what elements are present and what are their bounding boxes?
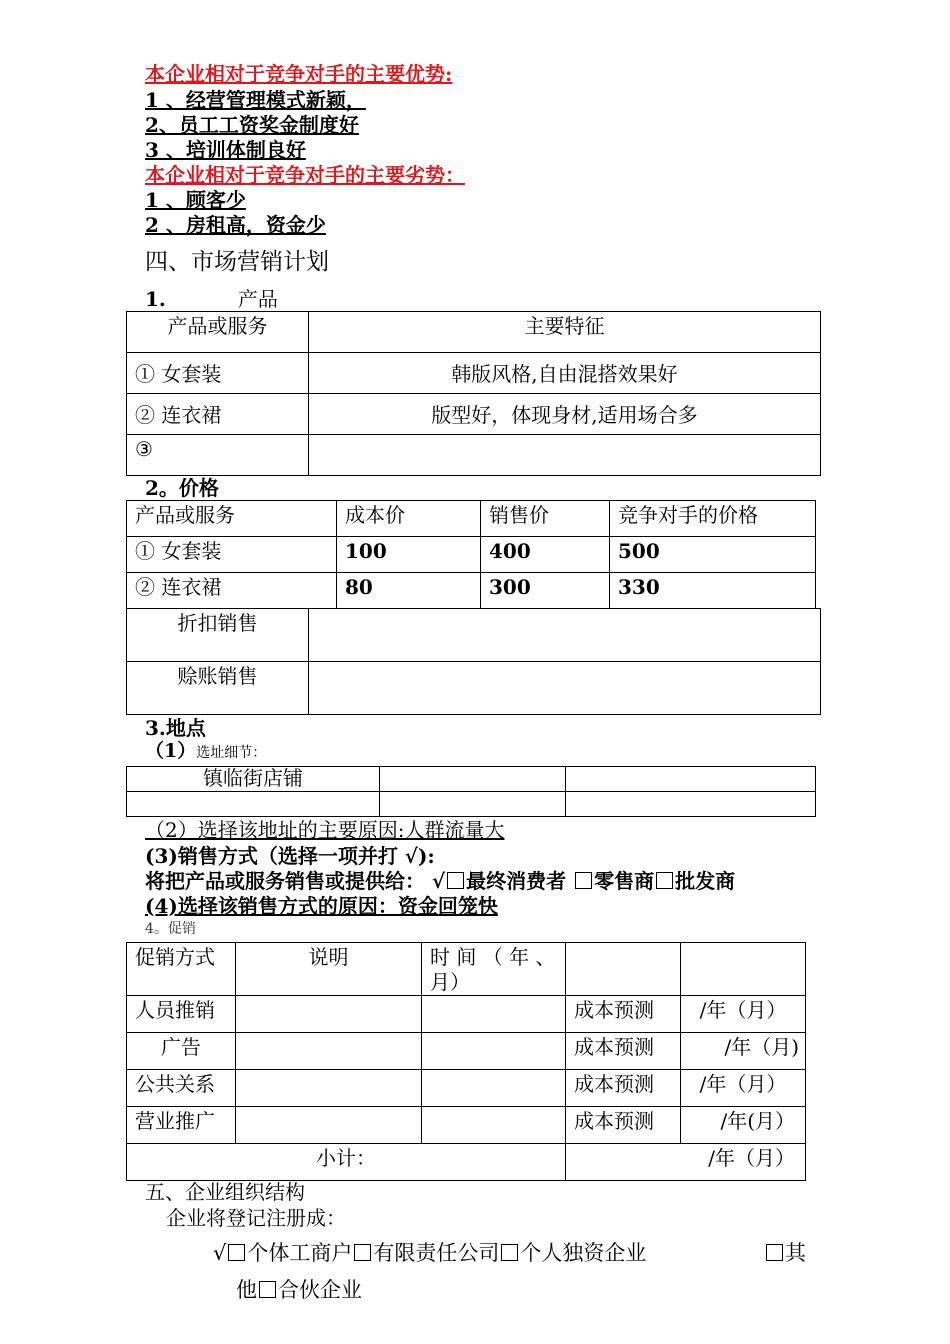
table-cell: 300	[481, 573, 610, 609]
checkbox-sole-proprietorship[interactable]	[501, 1244, 518, 1261]
sales-method-label: (3)销售方式（选择一项并打 √):	[145, 844, 435, 868]
register-label: 企业将登记注册成：	[166, 1206, 346, 1230]
sales-method-reason: (4)选择该销售方式的原因：资金回笼快	[145, 894, 498, 918]
table-row	[127, 1070, 806, 1107]
table-row	[127, 435, 821, 476]
table-row	[127, 1033, 806, 1070]
disadvantage-item-1: 1 、顾客少	[145, 188, 246, 212]
table-cell: 400	[481, 537, 610, 573]
subtotal-row	[127, 1144, 806, 1181]
advantage-item-1: 1 、经营管理模式新颖，	[145, 88, 366, 112]
option-end-consumer: 最终消费者	[466, 869, 567, 893]
table-cell	[309, 435, 821, 476]
table-cell: 版型好，体现身材,适用场合多	[309, 394, 821, 435]
table-header-cell: 产品或服务	[127, 312, 309, 353]
table-cell: 成本预测	[566, 1107, 681, 1144]
table-cell: 成本预测	[566, 1070, 681, 1107]
site-details-label	[145, 740, 266, 763]
option-partnership: 合伙企业	[278, 1278, 362, 1302]
credit-sale-label: 赊账销售	[127, 662, 309, 715]
checkbox-wholesaler[interactable]	[656, 872, 673, 889]
table-cell: 成本预测	[566, 996, 681, 1033]
product-table	[126, 311, 821, 476]
section4-title: 四、市场营销计划	[145, 249, 329, 275]
discount-sale-label: 折扣销售	[127, 609, 309, 662]
table-row	[127, 609, 821, 662]
table-cell	[236, 1107, 422, 1144]
advantages-heading: 本企业相对于竞争对手的主要优势:	[145, 62, 453, 86]
table-cell	[236, 1033, 422, 1070]
section5-title: 五、企业组织结构	[145, 1180, 305, 1204]
table-cell: 人员推销	[127, 996, 236, 1033]
table-cell: 100	[337, 537, 481, 573]
sales-to-prefix: 将把产品或服务销售或提供给：	[145, 869, 425, 893]
table-header-row	[127, 501, 816, 537]
table-cell: 广告	[127, 1033, 236, 1070]
table-row	[127, 353, 821, 394]
table-cell: /年(月）	[681, 1107, 806, 1144]
entity-type-other-start	[764, 1240, 806, 1266]
check-mark: √	[431, 869, 446, 893]
site-table	[126, 766, 816, 817]
table-header-cell: 竞争对手的价格	[610, 501, 816, 537]
promotion-table	[126, 942, 806, 1181]
table-cell	[236, 996, 422, 1033]
table-header-row	[127, 312, 821, 353]
table-cell	[422, 1107, 566, 1144]
checkbox-retailer[interactable]	[575, 872, 592, 889]
advantage-item-3: 3 、培训体制良好	[145, 138, 306, 162]
table-header-cell: 说明	[236, 943, 422, 996]
entity-type-line-2	[236, 1277, 362, 1303]
option-retailer: 零售商	[594, 869, 655, 893]
table-row	[127, 1107, 806, 1144]
table-row	[127, 662, 821, 715]
table-cell	[422, 1070, 566, 1107]
table-cell	[380, 767, 566, 792]
table-cell: 营业推广	[127, 1107, 236, 1144]
table-cell: ② 连衣裙	[127, 573, 337, 609]
table-cell: ① 女套装	[127, 537, 337, 573]
table-row	[127, 792, 816, 817]
table-cell: ③	[127, 435, 309, 476]
table-cell	[236, 1070, 422, 1107]
sales-to-line	[145, 869, 735, 893]
table-header-cell: 主要特征	[309, 312, 821, 353]
subtotal-unit: /年（月）	[566, 1144, 806, 1181]
option-other-part1: 其	[785, 1241, 806, 1265]
table-cell: 镇临街店铺	[127, 767, 380, 792]
table-cell: 500	[610, 537, 816, 573]
table-header-cell: 时 间 （ 年 、 月）	[422, 943, 566, 996]
table-row	[127, 573, 816, 609]
table-header-cell: 成本价	[337, 501, 481, 537]
price-table	[126, 500, 816, 609]
table-header-cell	[566, 943, 681, 996]
table-cell: 330	[610, 573, 816, 609]
site-reason: （2）选择该地址的主要原因:人群流量大	[145, 818, 505, 842]
table-cell	[380, 792, 566, 817]
product-heading-text: 产品	[237, 287, 278, 311]
table-row	[127, 394, 821, 435]
table-cell	[127, 792, 380, 817]
table-cell: 韩版风格,自由混搭效果好	[309, 353, 821, 394]
option-wholesaler: 批发商	[675, 869, 736, 893]
checkbox-partnership[interactable]	[259, 1281, 276, 1298]
advantage-item-2: 2、员工工资奖金制度好	[145, 113, 359, 137]
table-cell: 公共关系	[127, 1070, 236, 1107]
table-cell: /年（月）	[681, 1070, 806, 1107]
table-row	[127, 537, 816, 573]
price-heading: 2。价格	[145, 476, 219, 500]
table-cell	[422, 996, 566, 1033]
checkbox-individual-business[interactable]	[228, 1244, 245, 1261]
entity-type-line-1	[213, 1240, 646, 1266]
discount-credit-table	[126, 608, 821, 715]
table-cell	[309, 662, 821, 715]
table-cell	[309, 609, 821, 662]
checkbox-end-consumer[interactable]	[447, 872, 464, 889]
product-heading	[145, 287, 278, 311]
table-header-row	[127, 943, 806, 996]
disadvantage-item-2: 2 、房租高，资金少	[145, 213, 326, 237]
product-heading-num: 1.	[145, 287, 166, 311]
checkbox-llc[interactable]	[354, 1244, 371, 1261]
table-cell	[566, 767, 816, 792]
option-sole-proprietorship: 个人独资企业	[520, 1241, 647, 1265]
table-cell: 80	[337, 573, 481, 609]
site-details-text: 选址细节：	[196, 745, 267, 761]
place-heading: 3.地点	[145, 716, 206, 740]
site-details-num: （1）	[145, 740, 197, 762]
table-header-cell: 销售价	[481, 501, 610, 537]
table-header-cell: 产品或服务	[127, 501, 337, 537]
table-cell: 成本预测	[566, 1033, 681, 1070]
table-row	[127, 996, 806, 1033]
table-cell: /年（月)	[681, 1033, 806, 1070]
promotion-heading: 4。促销	[145, 921, 196, 937]
table-row	[127, 767, 816, 792]
option-llc: 有限责任公司	[373, 1241, 500, 1265]
subtotal-label: 小计：	[127, 1144, 566, 1181]
disadvantages-heading: 本企业相对于竞争对手的主要劣势：	[145, 163, 465, 187]
table-header-cell	[681, 943, 806, 996]
option-individual-business: 个体工商户	[247, 1241, 353, 1265]
checkbox-other[interactable]	[766, 1244, 783, 1261]
table-cell: /年（月）	[681, 996, 806, 1033]
table-cell	[422, 1033, 566, 1070]
check-mark: √	[213, 1241, 227, 1265]
option-other-part2: 他	[236, 1278, 257, 1302]
table-cell	[566, 792, 816, 817]
table-cell: ① 女套装	[127, 353, 309, 394]
table-header-cell: 促销方式	[127, 943, 236, 996]
table-cell: ② 连衣裙	[127, 394, 309, 435]
